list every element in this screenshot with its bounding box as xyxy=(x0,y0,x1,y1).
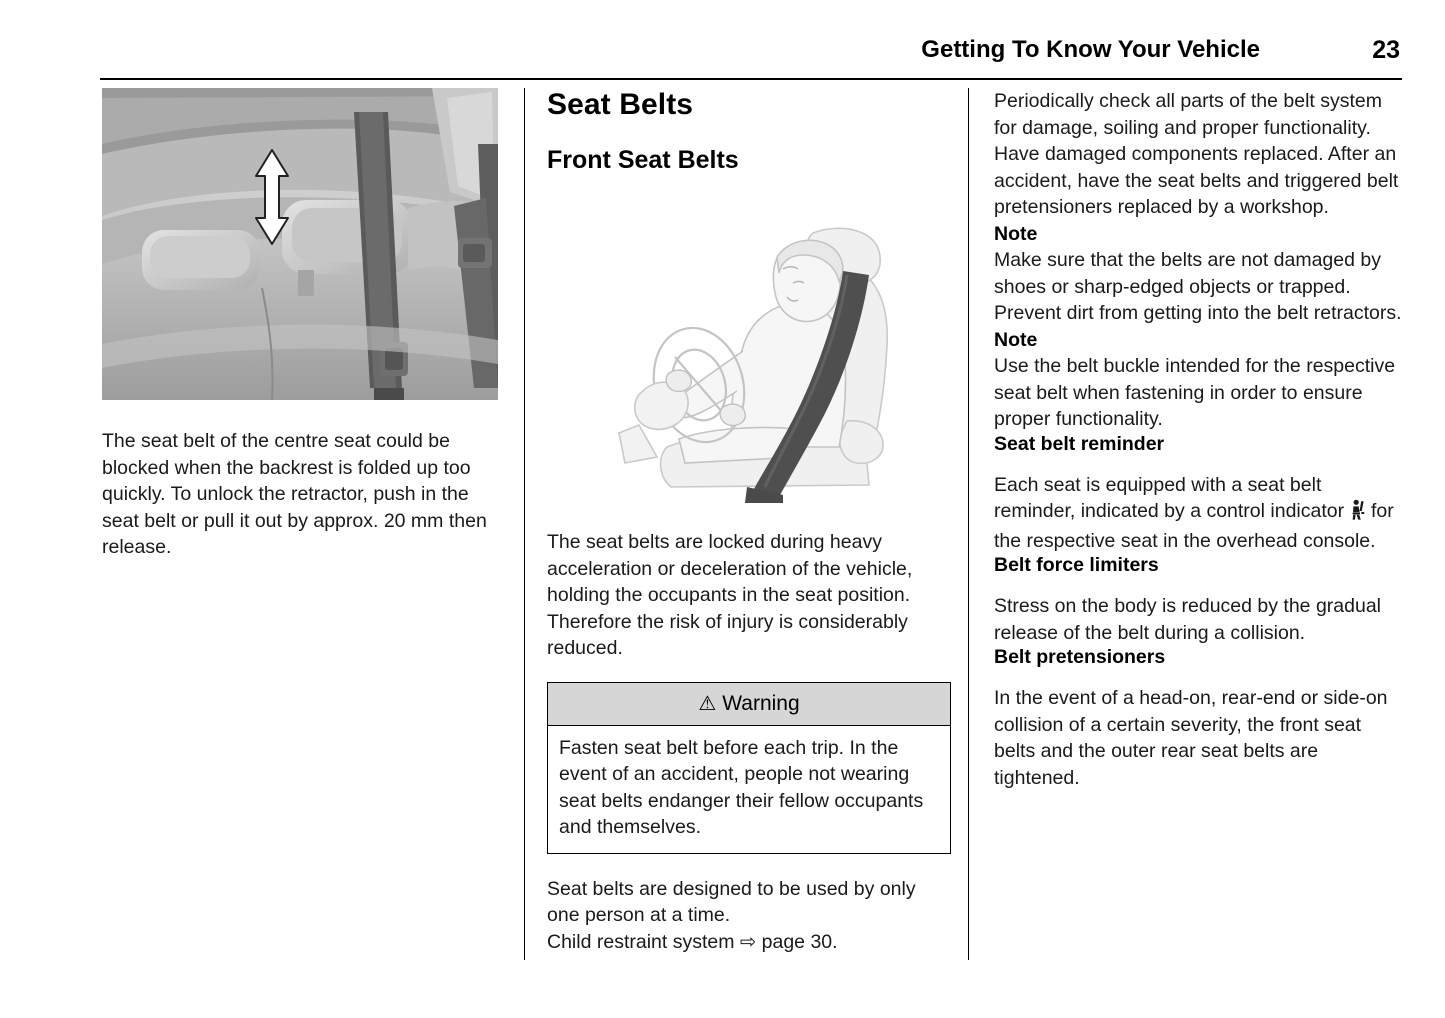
seat-belt-reminder-text-a: Each seat is equipped with a seat belt reminder, indicated by a control indicator xyxy=(994,473,1345,522)
heading-seat-belt-reminder: Seat belt reminder xyxy=(994,432,1165,455)
rear-seat-belt-photo xyxy=(102,88,498,400)
page-number: 23 xyxy=(1372,36,1400,64)
page-title: Getting To Know Your Vehicle xyxy=(921,36,1260,63)
note-text-1: Make sure that the belts are not damaged by shoes or sharp-edged objects or trapped. Prevent dirt from getting into the belt retractors. xyxy=(994,249,1402,324)
one-person-paragraph: Seat belts are designed to be used by only one person at a time. xyxy=(547,877,916,926)
column-right xyxy=(994,88,1402,791)
seat-belt-reminder-text xyxy=(994,472,1402,555)
column-divider-1 xyxy=(524,88,525,960)
warning-text: Fasten seat belt before each trip. In the event of an accident, people not wearing seat belts endanger their fellow occupants and themselves. xyxy=(559,736,924,838)
header-divider xyxy=(100,78,1402,80)
driver-seat-belt-illustration xyxy=(547,195,939,503)
section-title-seat-belts: Seat Belts xyxy=(547,88,694,121)
belt-force-limiters-text: Stress on the body is reduced by the gradual release of the belt during a collision. xyxy=(994,595,1381,644)
damaged-components-paragraph: Have damaged components replaced. After an accident, have the seat belts and triggered belt pretensioners replaced by a workshop. xyxy=(994,143,1399,218)
child-restraint-crossref[interactable]: Child restraint system ⇨ page 30. xyxy=(547,930,838,953)
warning-box xyxy=(547,682,951,854)
warning-title: Warning xyxy=(722,691,800,715)
column-middle xyxy=(547,88,951,955)
column-left xyxy=(102,88,498,561)
note-label-2: Note xyxy=(994,328,1038,351)
column-divider-2 xyxy=(968,88,969,960)
centre-seat-belt-paragraph: The seat belt of the centre seat could be blocked when the backrest is folded up too quickly. To unlock the retractor, push in the seat belt or pull it out by approx. 20 mm then release. xyxy=(102,430,487,558)
warning-header xyxy=(548,683,950,726)
heading-belt-force-limiters: Belt force limiters xyxy=(994,554,1159,576)
seat-belt-locking-paragraph: The seat belts are locked during heavy acceleration or deceleration of the vehicle, holding the occupants in the seat position. Therefore the risk of injury is considerably reduced. xyxy=(547,531,913,659)
heading-belt-pretensioners: Belt pretensioners xyxy=(994,646,1166,668)
seat-belt-reminder-text-b: for the respective seat in the overhead console. xyxy=(994,500,1394,552)
warning-triangle-icon: ⚠ xyxy=(698,692,717,715)
seat-belt-reminder-icon xyxy=(1350,499,1366,528)
note-label-1: Note xyxy=(994,222,1038,245)
page-header xyxy=(100,36,1400,76)
belt-pretensioners-text: In the event of a head-on, rear-end or side-on collision of a certain severity, the front seat belts and the outer rear seat belts are tightened. xyxy=(994,687,1388,789)
note-text-2: Use the belt buckle intended for the respective seat belt when fastening in order to ensure proper functionality. xyxy=(994,355,1396,430)
periodic-check-paragraph: Periodically check all parts of the belt system for damage, soiling and proper functionality. xyxy=(994,90,1383,139)
subsection-title-front-seat-belts: Front Seat Belts xyxy=(547,146,739,174)
